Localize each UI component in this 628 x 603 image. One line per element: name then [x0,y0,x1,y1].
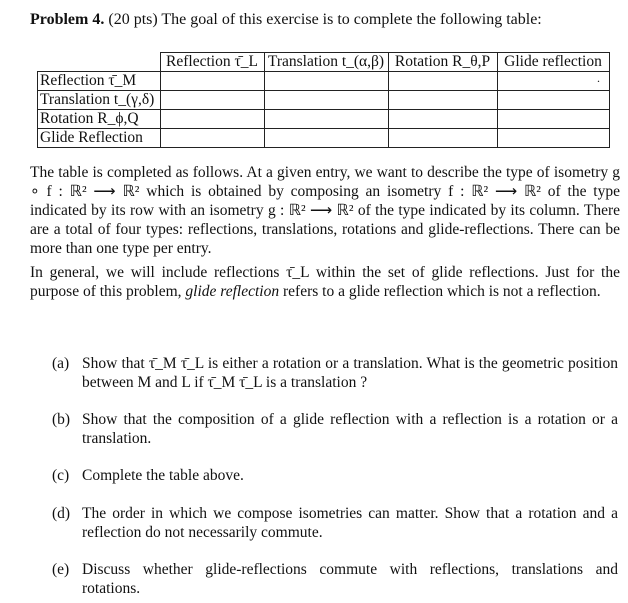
table-cell [388,91,497,110]
question-label: (d) [52,505,71,522]
table-row [38,72,610,91]
table-cell [264,91,388,110]
table-cell [264,129,388,148]
question-b [52,410,618,448]
row-header-rotation: Rotation R_ϕ,Q [38,110,161,129]
question-label: (c) [52,467,70,484]
column-header-reflection: Reflection τ̄_L [160,53,264,72]
glide-definition-part-2: refers to a glide reflection which is not a reflection. [283,283,601,300]
question-text: The order in which we compose isometries can matter. Show that a rotation and a reflection do not necessarily commute. [82,505,618,541]
table-cell [497,91,609,110]
question-text: Discuss whether glide-reflections commute with reflections, translations and rotations. [82,561,618,597]
question-a [52,354,618,392]
question-text: Show that τ̄_M τ̄_L is either a rotation or a translation. What is the geometric position between M and L if τ̄_M τ̄_L is a translation ? [82,355,618,391]
paragraph-glide-definition [30,263,620,301]
table-cell [388,72,497,91]
table-cell [160,110,264,129]
question-text: Complete the table above. [82,467,244,484]
paragraph-table-explanation: The table is completed as follows. At a given entry, we want to describe the type of isometry g ∘ f : ℝ² ⟶ ℝ² which is obtained by composing an isometry f : ℝ² ⟶ ℝ² of the type indicated by its row with an isometry g : ℝ² ⟶ ℝ² of the type indicated by its column. There are a total of four types: reflections, translations, rotations and glide-reflections. There can be more than one type per entry. [30,164,620,257]
problem-intro: The goal of this exercise is to complete the following table: [161,11,542,28]
column-header-glide-reflection: Glide reflection [497,53,609,72]
question-c [52,466,618,485]
table-corner [38,53,161,72]
column-header-rotation: Rotation R_θ,P [388,53,497,72]
row-header-reflection: Reflection τ̄_M [38,72,161,91]
question-label: (a) [52,355,70,372]
table-cell [388,110,497,129]
table-cell [497,129,609,148]
column-header-translation: Translation t_(α,β) [264,53,388,72]
question-label: (e) [52,561,70,578]
question-d [52,504,618,542]
problem-points: (20 pts) [108,11,158,28]
question-text: Show that the composition of a glide reflection with a reflection is a rotation or a translation. [82,411,618,447]
table-cell [160,129,264,148]
isometry-composition-table [37,52,610,148]
glide-definition-part-1: In general, we will include reflections τ̄_L within the set of glide reflections. Just for the purpose of this problem, [30,264,620,300]
problem-number: Problem 4. [30,11,105,28]
table-cell [160,72,264,91]
row-header-translation: Translation t_(γ,δ) [38,91,161,110]
table-row [38,110,610,129]
table-cell [388,129,497,148]
table-cell-dot: · [497,72,609,91]
table-cell [160,91,264,110]
table-cell [497,110,609,129]
question-e [52,560,618,598]
row-header-glide-reflection: Glide Reflection [38,129,161,148]
table-cell [264,110,388,129]
problem-heading [30,10,622,30]
table-row [38,129,610,148]
glide-definition-emphasis: glide reflection [185,283,280,300]
table-row [38,91,610,110]
question-label: (b) [52,411,71,428]
table-cell [264,72,388,91]
table-header-row [38,53,610,72]
